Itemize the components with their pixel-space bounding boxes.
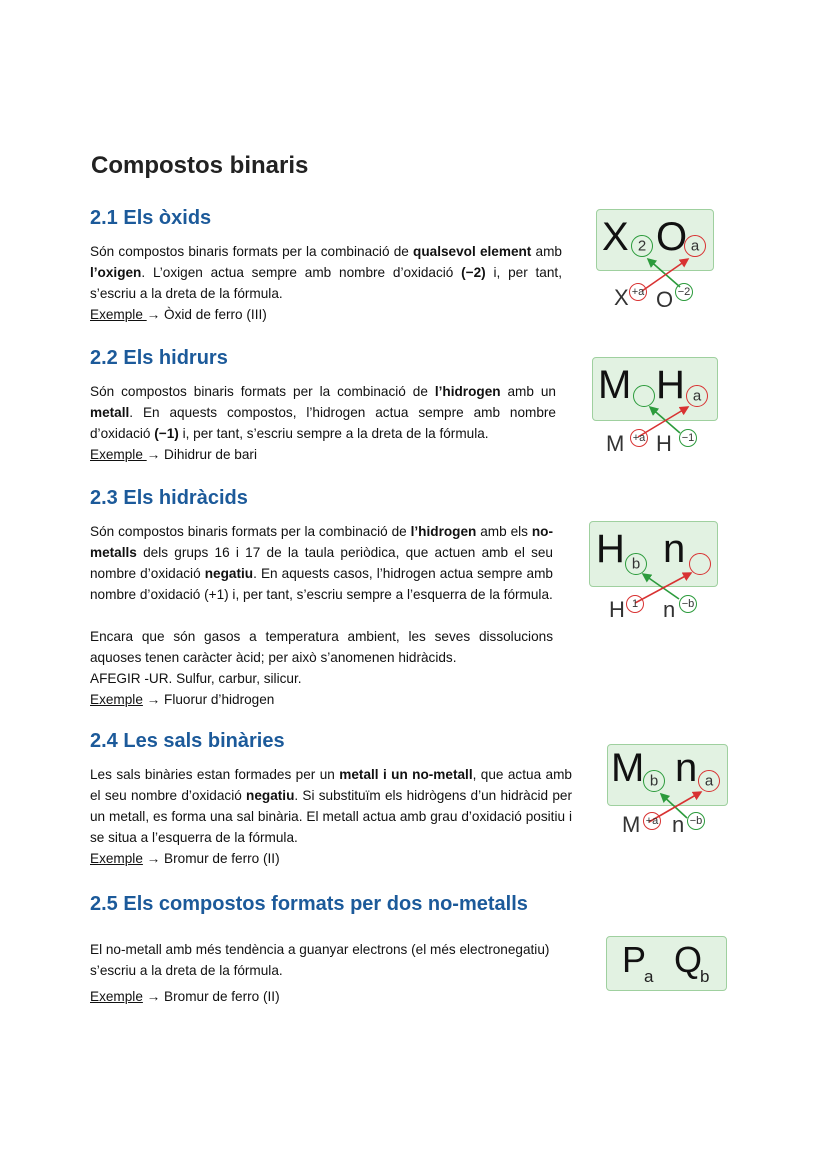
low-charge-red: +a (643, 812, 661, 830)
low-charge-green: −1 (679, 429, 697, 447)
section-text-sals: Les sals binàries estan formades per un metall i un no-metall, que actua amb el seu nombre d’oxidació negatiu. Si substituïm els hidrògens d’un hidràcid per un metall, es forma una sal binària. El metall actua amb grau d’oxidació positiu i se situa a l’esquerra de la fórmula. (90, 767, 572, 845)
example-hidrurs: Exemple → Dihidrur de bari (90, 447, 257, 462)
low-symbol-h: H (609, 597, 625, 622)
diagram-hidrurs (590, 355, 718, 463)
example-hidracids: Exemple → Fluorur d’hidrogen (90, 692, 275, 707)
symbol-n: n (663, 527, 686, 571)
low-charge-green: −b (687, 812, 705, 830)
cross-arrows (594, 207, 714, 317)
subscript-circle-red: a (698, 770, 720, 792)
subscript-circle-green: 2 (631, 235, 653, 257)
diagram-hidracids (587, 519, 719, 629)
symbol-q: Q (674, 939, 703, 980)
section-text-hidracids: Són compostos binaris formats per la combinació de l’hidrogen amb els no-metalls dels grups 16 i 17 de la taula periòdica, que actuen amb el seu nombre d’oxidació negatiu. En aquests casos, l’hidrogen actua sempre amb nombre d’oxidació (+1) i, per tant, s’escriu sempre a l’esquerra de la fórmula. (90, 524, 553, 602)
section-heading-sals: 2.4 Les sals binàries (90, 730, 285, 752)
symbol-x: X (602, 215, 629, 259)
low-symbol-x: X (614, 285, 629, 310)
subscript-b: b (700, 967, 710, 986)
example-sals: Exemple → Bromur de ferro (II) (90, 851, 280, 866)
symbol-h: H (596, 527, 625, 571)
section-text-hidrurs: Són compostos binaris formats per la combinació de l’hidrogen amb un metall. En aquests compostos, l’hidrogen actua sempre amb nombre d’oxidació (−1) i, per tant, s’escriu sempre a la dreta de la fórmula. (90, 384, 556, 441)
subscript-circle-green: b (625, 553, 647, 575)
diagram-sals (605, 742, 729, 842)
section-heading-hidrurs: 2.2 Els hidrurs (90, 347, 228, 369)
low-charge-green: −b (679, 595, 697, 613)
symbol-m: M (598, 363, 632, 407)
diagram-oxids (594, 207, 714, 317)
low-charge-red: 1 (626, 595, 644, 613)
example-oxids: Exemple → Òxid de ferro (III) (90, 307, 267, 322)
low-symbol-h: H (656, 431, 672, 456)
symbol-p: P (622, 939, 647, 980)
subscript-circle-red: a (684, 235, 706, 257)
section-heading-oxids: 2.1 Els òxids (90, 207, 212, 229)
cross-arrows (587, 519, 719, 629)
symbol-h: H (656, 363, 685, 407)
section-text-hidracids-2: Encara que són gasos a temperatura ambient, les seves dissolucions aquoses tenen caràcter àcid; per això s’anomenen hidràcids. (90, 629, 553, 665)
section-text-oxids: Són compostos binaris formats per la combinació de qualsevol element amb l’oxigen. L’oxigen actua sempre amb nombre d’oxidació (−2) i, per tant, s’escriu a la dreta de la fórmula. (90, 244, 562, 301)
low-symbol-m: M (606, 431, 625, 456)
low-charge-red: +a (630, 429, 648, 447)
section-heading-hidracids: 2.3 Els hidràcids (90, 487, 248, 509)
example-no-metalls: Exemple → Bromur de ferro (II) (90, 989, 280, 1004)
symbol-n: n (675, 746, 698, 790)
low-charge-green: −2 (675, 283, 693, 301)
subscript-circle-green: b (643, 770, 665, 792)
subscript-a: a (644, 967, 654, 986)
section-note-afegir: AFEGIR -UR. Sulfur, carbur, silicur. (90, 671, 302, 686)
section-heading-no-metalls: 2.5 Els compostos formats per dos no-metalls (90, 893, 528, 915)
low-symbol-o: O (656, 287, 674, 312)
low-symbol-m: M (622, 812, 641, 837)
page-title: Compostos binaris (91, 152, 309, 179)
low-symbol-n: n (663, 597, 676, 622)
diagram-no-metalls (606, 936, 728, 992)
symbol-m: M (611, 746, 645, 790)
low-charge-red: +a (629, 283, 647, 301)
subscript-circle-red: a (686, 385, 708, 407)
section-text-no-metalls: El no-metall amb més tendència a guanyar electrons (el més electronegatiu) s’escriu a la dreta de la fórmula. (90, 942, 550, 978)
symbol-o: O (656, 215, 688, 259)
low-symbol-n: n (672, 812, 685, 837)
